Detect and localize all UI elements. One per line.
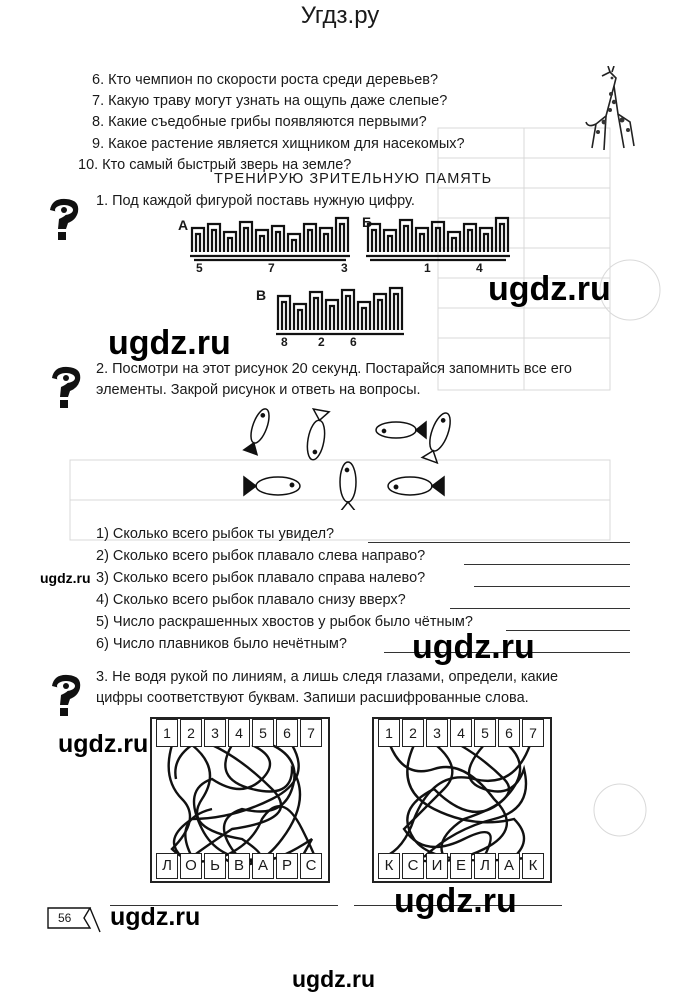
fish-illustration — [228, 400, 468, 510]
number-cell: 1 — [156, 719, 178, 747]
digit-v-2: 2 — [318, 335, 325, 349]
number-cell: 4 — [450, 719, 472, 747]
letter-cell: К — [522, 853, 544, 879]
watermark: ugdz.ru — [108, 324, 231, 362]
question-10: 10. Кто самый быстрый зверь на земле? — [78, 157, 352, 173]
digit-b-1: 1 — [424, 261, 431, 275]
number-cell: 6 — [276, 719, 298, 747]
digit-a-1: 5 — [196, 261, 203, 275]
task2-text-line1: 2. Посмотри на этот рисунок 20 секунд. Постарайся запомнить все его — [96, 361, 572, 377]
letter-cell: Е — [450, 853, 472, 879]
number-cell: 7 — [522, 719, 544, 747]
letter-cell: С — [300, 853, 322, 879]
question-8: 8. Какие съедобные грибы появляются первыми? — [92, 114, 427, 130]
task2-question-1: 1) Сколько всего рыбок ты увидел? — [96, 526, 335, 542]
question-9: 9. Какое растение является хищником для насекомых? — [92, 136, 465, 152]
digit-v-3: 6 — [350, 335, 357, 349]
number-cell: 3 — [426, 719, 448, 747]
answer-line[interactable] — [450, 608, 630, 609]
number-cell: 7 — [300, 719, 322, 747]
number-cell: 3 — [204, 719, 226, 747]
answer-line[interactable] — [464, 564, 630, 565]
letter-cell: Ь — [204, 853, 226, 879]
group-b-label: Б — [362, 214, 373, 230]
letter-cell: Л — [156, 853, 178, 879]
letter-cell: О — [180, 853, 202, 879]
site-header: Угдз.ру — [300, 2, 380, 29]
letter-cell: А — [498, 853, 520, 879]
watermark: ugdz.ru — [394, 882, 517, 920]
group-a-label: А — [178, 217, 189, 233]
number-cell: 1 — [378, 719, 400, 747]
number-cell: 2 — [180, 719, 202, 747]
letter-cell: А — [252, 853, 274, 879]
task3-text-line2: цифры соответствуют буквам. Запиши расшифрованные слова. — [96, 690, 529, 706]
question-mark-eye-icon — [44, 196, 84, 242]
number-cell: 5 — [474, 719, 496, 747]
number-cell: 2 — [402, 719, 424, 747]
letter-cell: К — [378, 853, 400, 879]
maze-grid-left — [150, 717, 330, 883]
task2-question-5: 5) Число раскрашенных хвостов у рыбок было чётным? — [96, 614, 473, 630]
task3-text-line1: 3. Не водя рукой по линиям, а лишь следя глазами, определи, какие — [96, 669, 559, 685]
question-7: 7. Какую траву могут узнать на ощупь даже слепые? — [92, 93, 448, 109]
question-mark-eye-icon — [46, 364, 86, 410]
letter-cell: И — [426, 853, 448, 879]
watermark: ugdz.ru — [488, 270, 611, 308]
letter-cell: С — [402, 853, 424, 879]
digit-a-2: 7 — [268, 261, 275, 275]
answer-line[interactable] — [368, 542, 630, 543]
task2-question-4: 4) Сколько всего рыбок плавало снизу вверх? — [96, 592, 406, 608]
watermark: ugdz.ru — [110, 903, 201, 931]
digit-b-2: 4 — [476, 261, 483, 275]
page-number-flag-icon — [44, 904, 102, 934]
maze-grid-right — [372, 717, 552, 883]
page-number: 56 — [58, 911, 72, 925]
number-cell: 4 — [228, 719, 250, 747]
letter-cell: В — [228, 853, 250, 879]
digit-v-1: 8 — [281, 335, 288, 349]
watermark: ugdz.ru — [58, 730, 149, 758]
task2-question-3: 3) Сколько всего рыбок плавало справа налево? — [96, 570, 426, 586]
group-v-label: В — [256, 287, 267, 303]
watermark: ugdz.ru — [412, 628, 535, 666]
task1-text: 1. Под каждой фигурой поставь нужную цифру. — [96, 193, 415, 209]
task2-question-2: 2) Сколько всего рыбок плавало слева направо? — [96, 548, 426, 564]
question-6: 6. Кто чемпион по скорости роста среди деревьев? — [92, 72, 439, 88]
number-cell: 5 — [252, 719, 274, 747]
watermark: ugdz.ru — [40, 570, 91, 586]
letter-cell: Р — [276, 853, 298, 879]
question-mark-eye-icon — [46, 672, 86, 718]
task2-text-line2: элементы. Закрой рисунок и ответь на вопросы. — [96, 382, 421, 398]
watermark: ugdz.ru — [292, 966, 376, 992]
digit-a-3: 3 — [341, 261, 348, 275]
maze-figures — [186, 212, 526, 348]
task2-question-6: 6) Число плавников было нечётным? — [96, 636, 347, 652]
answer-line[interactable] — [474, 586, 630, 587]
section-title: ТРЕНИРУЮ ЗРИТЕЛЬНУЮ ПАМЯТЬ — [214, 171, 493, 187]
number-cell: 6 — [498, 719, 520, 747]
giraffe-illustration — [584, 66, 644, 156]
letter-cell: Л — [474, 853, 496, 879]
